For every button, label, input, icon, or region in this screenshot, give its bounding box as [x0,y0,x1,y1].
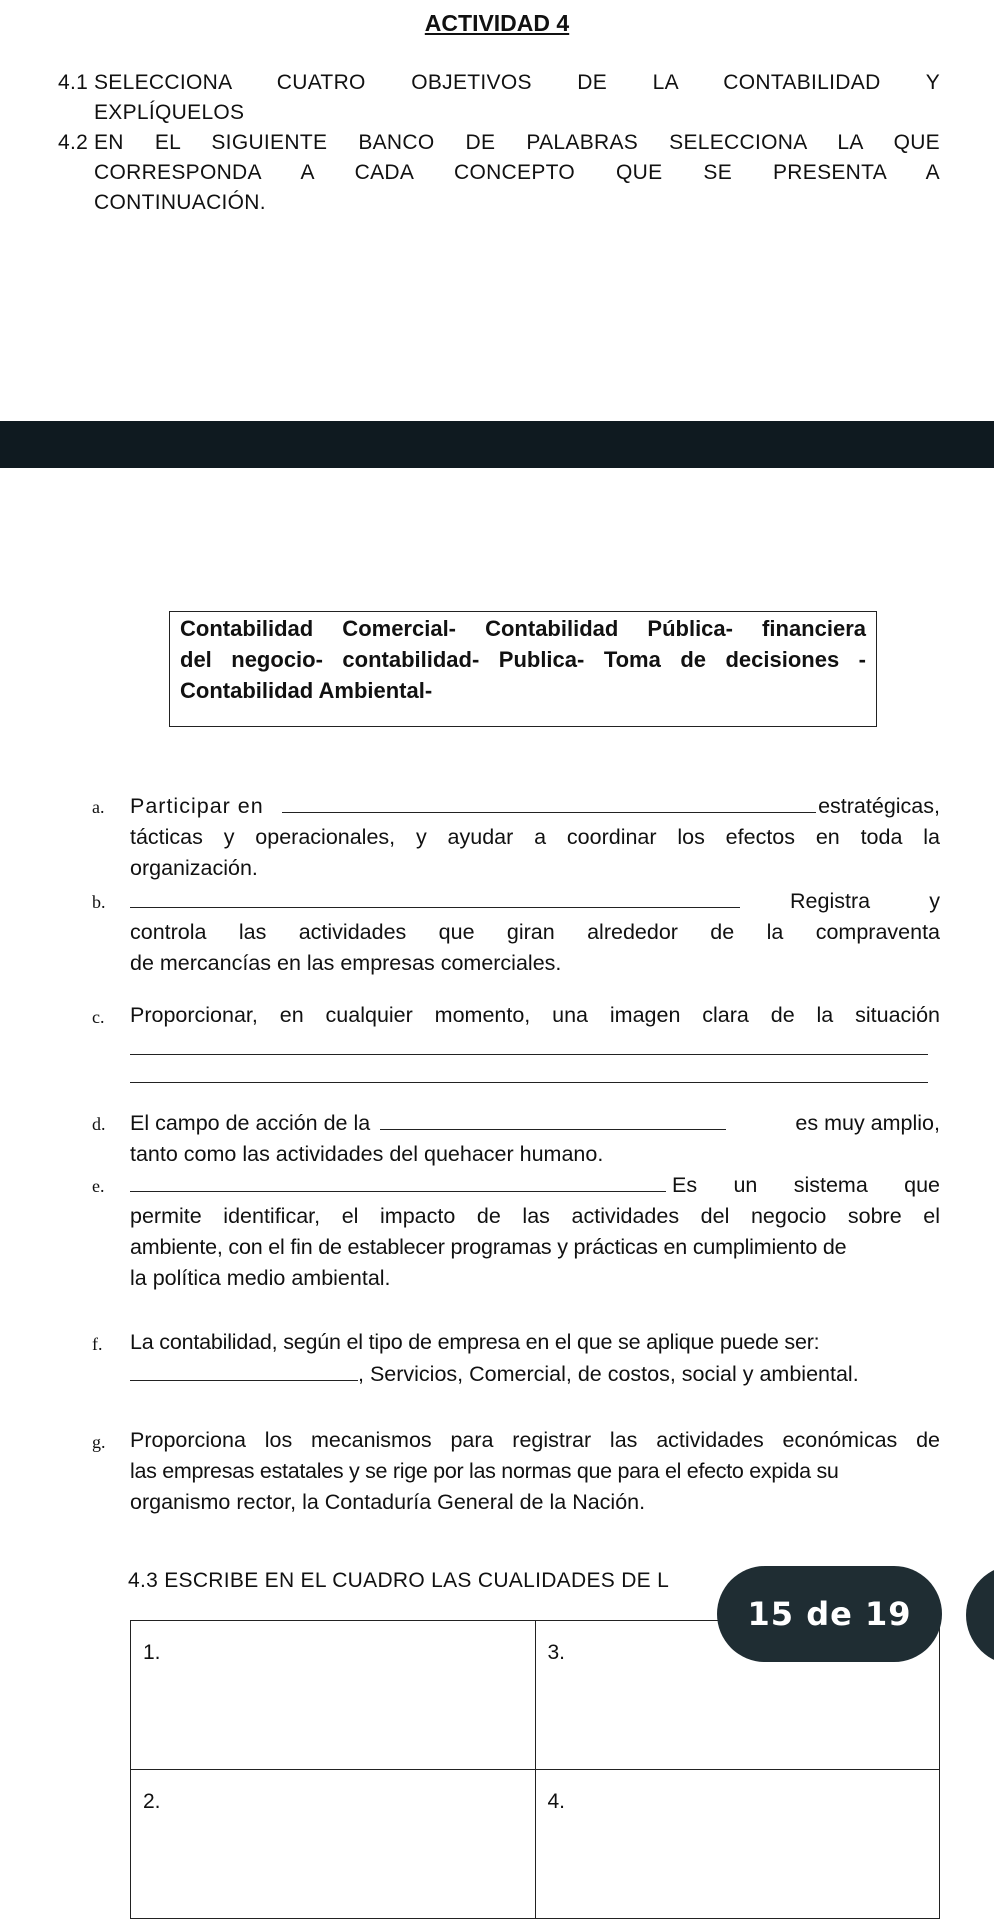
word-bank-line3: Contabilidad Ambiental- [180,678,433,703]
item-g-line2: las empresas estatales y se rige por las normas que para el efecto expida su [130,1459,839,1483]
dark-divider-band [0,421,994,468]
item-b-line2: controla las actividades que giran alrededor de la compraventa [130,920,940,944]
item-g-line3: organismo rector, la Contaduría General de la Nación. [130,1490,646,1514]
section-4-1 [58,68,940,128]
item-b-letter: b. [92,892,106,912]
section-4-2-line1: EN EL SIGUIENTE BANCO DE PALABRAS SELECCIONA LA QUE [94,131,940,154]
item-d [92,1107,940,1170]
qualities-cell-2-label: 2. [143,1790,161,1813]
item-c-blank-2[interactable] [130,1055,928,1083]
qualities-cell-2[interactable] [131,1770,536,1919]
qualities-cell-4[interactable] [535,1770,940,1919]
item-e-line3: ambiente, con el fin de establecer programas y prácticas en cumplimiento de [130,1235,847,1259]
item-b-blank[interactable] [130,885,740,908]
section-4-1-line1: SELECCIONA CUATRO OBJETIVOS DE LA CONTABILIDAD Y [94,71,940,94]
item-d-blank[interactable] [380,1107,726,1130]
qualities-cell-4-label: 4. [547,1790,566,1813]
item-a-line3: organización. [130,856,258,880]
item-a-blank[interactable] [282,790,816,813]
activity-title: ACTIVIDAD 4 [424,10,570,36]
qualities-table [130,1620,940,1919]
word-bank-line1: Contabilidad Comercial- Contabilidad Pública- financiera [180,616,866,641]
item-e-blank[interactable] [130,1169,666,1192]
item-f-blank[interactable] [130,1358,358,1381]
section-4-2-number: 4.2 [58,131,89,154]
section-4-1-line2: EXPLÍQUELOS [94,101,245,124]
section-4-2-line2: CORRESPONDA A CADA CONCEPTO QUE SE PRESENTA A [94,161,940,184]
item-c-blank-1[interactable] [130,1027,928,1055]
item-f-line1: La contabilidad, según el tipo de empresa en el que se aplique puede ser: [130,1330,820,1354]
item-a-line2: tácticas y operacionales, y ayudar a coordinar los efectos en toda la [130,825,940,849]
item-d-after: es muy amplio, [795,1111,940,1135]
word-bank-line2: del negocio- contabilidad- Publica- Toma de decisiones - [180,647,866,672]
qualities-cell-1[interactable] [131,1621,536,1770]
item-g [92,1425,940,1518]
section-4-3-heading: 4.3 ESCRIBE EN EL CUADRO LAS CUALIDADES DE L [128,1569,670,1592]
section-4-2-line3: CONTINUACIÓN. [94,191,266,214]
item-d-letter: d. [92,1114,106,1134]
item-c [92,1000,940,1083]
item-b-line3: de mercancías en las empresas comerciales. [130,951,562,975]
qualities-cell-3-label: 3. [547,1641,566,1664]
item-c-letter: c. [92,1007,105,1027]
qualities-cell-1-label: 1. [143,1641,161,1664]
item-f-after: , Servicios, Comercial, de costos, social y ambiental. [358,1362,859,1386]
section-4-1-number: 4.1 [58,71,89,94]
item-e-line4: la política medio ambiental. [130,1266,391,1290]
item-d-line2: tanto como las actividades del quehacer humano. [130,1142,604,1166]
item-f-letter: f. [92,1334,103,1354]
item-a-letter: a. [92,797,105,817]
item-a [92,790,940,884]
item-b-after: Registra y [790,889,940,913]
item-e-line2: permite identificar, el impacto de las actividades del negocio sobre el [130,1204,940,1228]
item-e [92,1169,940,1294]
item-b [92,885,940,979]
item-d-before: El campo de acción de la [130,1111,371,1135]
page-nav-button[interactable] [966,1565,994,1665]
item-c-line1: Proporcionar, en cualquier momento, una imagen clara de la situación [130,1003,940,1027]
item-g-letter: g. [92,1432,106,1452]
item-f [92,1327,940,1390]
page-indicator: 15 de 19 [717,1566,942,1662]
item-a-after: estratégicas, [818,794,940,818]
section-4-2 [58,128,940,218]
item-a-before: Participar en [130,794,264,818]
item-e-letter: e. [92,1176,105,1196]
item-e-after: Es un sistema que [672,1173,940,1197]
item-g-line1: Proporciona los mecanismos para registrar las actividades económicas de [130,1428,940,1452]
word-bank-box [169,611,877,727]
